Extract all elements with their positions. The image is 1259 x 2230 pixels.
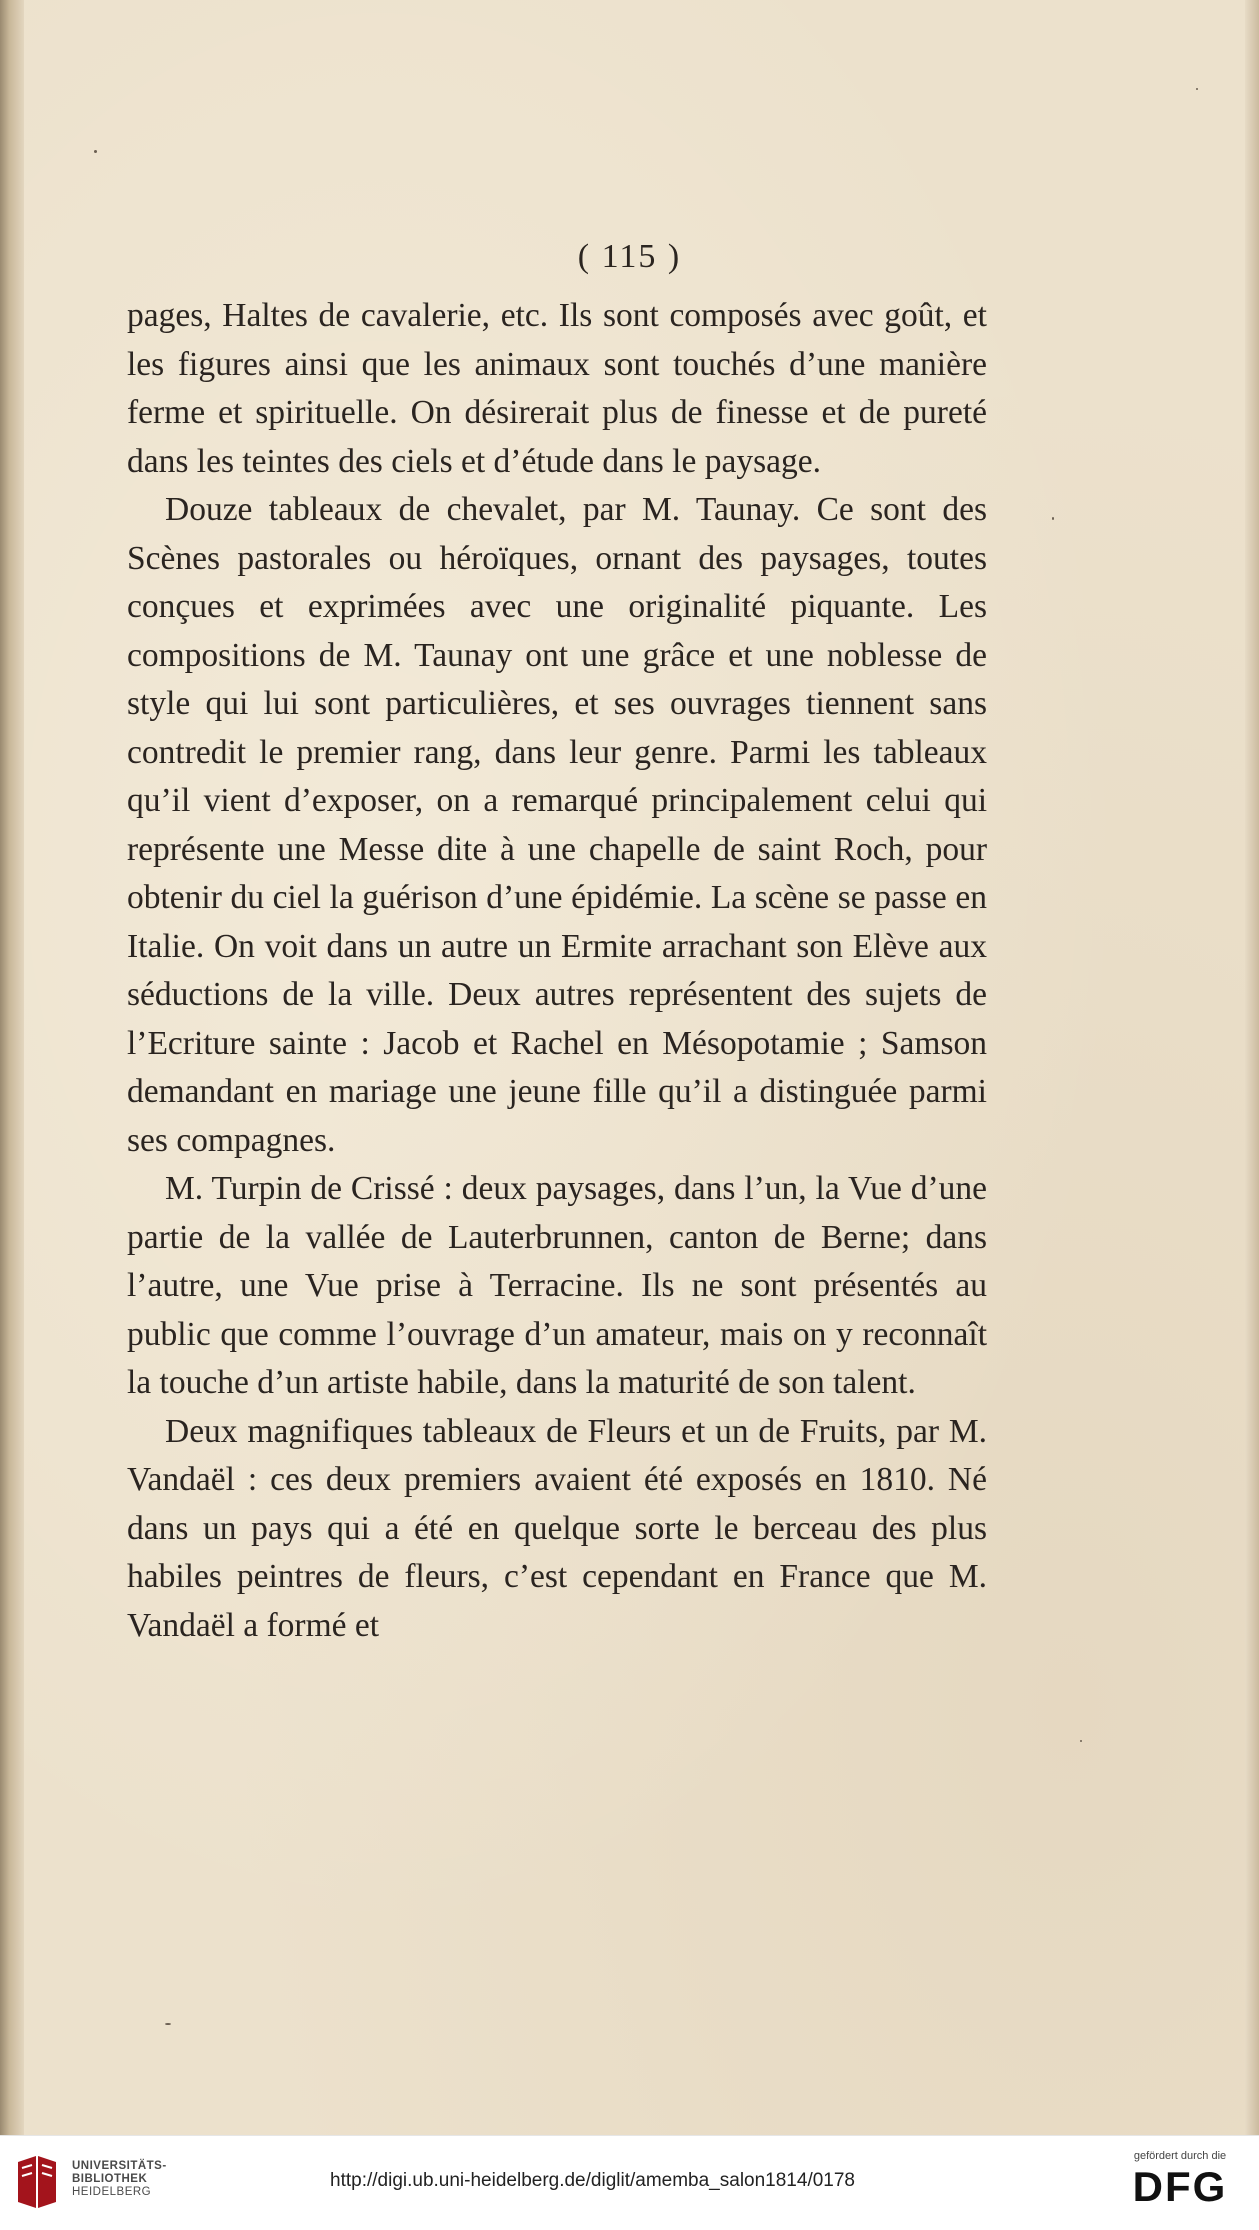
paper-speck [94, 150, 97, 153]
paragraph: pages, Haltes de cavalerie, etc. Ils sont composés avec goût, et les figures ainsi que les animaux sont touchés d’une manière ferme et spirituelle. On désirerait plus de finesse et de pureté dans les teintes des ciels et d’étude dans le paysage. [127, 297, 987, 480]
paper-speck [1052, 517, 1054, 520]
institution-line: BIBLIOTHEK [72, 2173, 148, 2185]
page-number: ( 115 ) [577, 238, 682, 275]
dfg-logo[interactable]: DFG [1132, 2163, 1228, 2210]
page-outer-edge [1245, 0, 1259, 2135]
page-binding-edge [0, 0, 24, 2135]
viewer-footer [0, 2135, 1259, 2230]
institution-line: HEIDELBERG [72, 2186, 152, 2198]
paper-speck [165, 2023, 171, 2025]
paragraph: Deux magnifiques tableaux de Fleurs et un de Fruits, par M. Vandaël : ces deux premiers avaient été exposés en 1810. Né dans un pays qui a été en quelque sorte le berceau des plus habiles peintres de fleurs, c’est cependant en France que M. Vandaël a formé et [127, 1412, 987, 1644]
paper-speck [1196, 88, 1198, 90]
funding-label: gefördert durch die [1133, 2150, 1227, 2162]
funding-notice [1115, 2150, 1245, 2212]
paragraph: Douze tableaux de chevalet, par M. Taunay. Ce sont des Scènes pastorales ou héroïques, ornant des paysages, toutes conçues et exprimées avec une originalité piquante. Les compositions de M. Taunay ont une grâce et une noblesse de style qui lui sont particulières, et ses ouvrages tiennent sans contredit le premier rang, dans leur genre. Parmi les tableaux qu’il vient d’exposer, on a remarqué principalement celui qui représente une Messe dite à une chapelle de saint Roch, pour obtenir du ciel la guérison d’une épidémie. La scène se passe en Italie. On voit dans un autre un Ermite arrachant son Elève aux séductions de la ville. Deux autres représentent des sujets de l’Ecriture sainte : Jacob et Rachel en Mésopotamie ; Samson demandant en mariage une jeune fille qu’il a distinguée parmi ses compagnes. [127, 491, 987, 1159]
paragraph: M. Turpin de Crissé : deux paysages, dans l’un, la Vue d’une partie de la vallée de Lauterbrunnen, canton de Berne; dans l’autre, une Vue prise à Terracine. Ils ne sont présentés au public que comme l’ouvrage d’un amateur, mais on y reconnaît la touche d’un artiste habile, dans la maturité de son talent. [127, 1170, 987, 1401]
university-library-logo[interactable] [14, 2152, 60, 2212]
institution-name [72, 2160, 167, 2199]
body-text [127, 292, 987, 1650]
paper-speck [1080, 1740, 1082, 1742]
permalink-url[interactable]: http://digi.ub.uni-heidelberg.de/diglit/amemba_salon1814/0178 [330, 2170, 855, 2191]
institution-line: UNIVERSITÄTS- [72, 2160, 167, 2172]
